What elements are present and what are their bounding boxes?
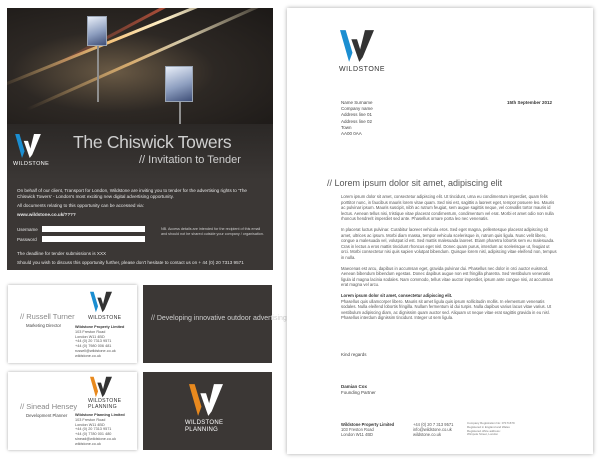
letter-body <box>341 194 557 326</box>
signer-title: Founding Partner <box>341 390 376 395</box>
recipient-line: Name Surname <box>341 100 373 105</box>
signer-name: Damian Cox <box>341 384 368 389</box>
night-motorway-photo <box>7 8 273 124</box>
letter-footer <box>287 412 593 442</box>
card-address <box>75 413 125 447</box>
recipient-line: AA00 0AA <box>341 131 362 137</box>
username-label: Username <box>17 227 38 232</box>
footer-phone: +44 (0) 20 7 313 9571 <box>413 422 454 427</box>
light-trail <box>46 8 273 71</box>
letterhead-page <box>287 8 593 454</box>
body-paragraph: Lorem ipsum dolor sit amet, consectetur adipiscing elit. Ut tincidunt, urna eu condimentum imperdiet, quam felis porttitor nunc, in faucibus mauris lorem vitae quam. Sed nisi est, sagittis a laoreet eget, tempor posuere leo. Mauris ac pulvinar ipsum. Mauris suscipit, nibh ac rutrum feugiat, sem augue sagittis neque, vel convallis tortor mauris id lectus. Aenean tellus nisi, tristique vitae placerat condimentum, condimentum vel erat. Morbi et amet odio non nulla rhoncus hendrerit imperdiet sed ante. Phasellus ornare porta leo nec venenatis. <box>341 194 555 222</box>
wildstone-planning-logo-icon <box>90 376 112 398</box>
wildstone-planning-logo-icon <box>189 384 223 416</box>
footer-company: Wildstone Property Limited <box>341 422 395 427</box>
wildstone-logo-icon <box>340 30 374 62</box>
card-email[interactable]: russell@wildstone.co.uk <box>75 348 116 353</box>
invitation-sheet <box>7 8 273 270</box>
page-title: The Chiswick Towers <box>73 132 232 152</box>
body-paragraph: Maecenas est arcu, dapibus in accumsan eget, gravida pulvinar dui. Phasellus nec dolor in orci auctor euismod. Aenean bibendum bibendum egestas. Donec dapibus augue non est fringilla pharetra. Sed Vestibulum venenatis ligula id magna lacinia sodales. Nam commodo, tellus vitae auctor imperdiet, ipsum ante congue nisi, at accumsan erat magna vel arcu. <box>341 265 554 288</box>
body-paragraph: Phasellus quis ullamcorper libero. Mauris sit amet ligula quis ipsum sollicitudin mollis. In elementum venenatis sodales. Nulla eleifend lobortis fringilla. Nullam fermentum id dui turpis. Nulla dapibus varius lacus vitae varius. Ut vestibulum adipiscing diam, ac dignissim quam auctor sed. Aliquam ut neque vitae erat sagittis gravida in eu nisl. Phasellus interdum dignissim tincidunt. Integer ut sem ligula. <box>341 298 552 321</box>
deadline-text: The deadline for tender submissions is XXX <box>17 251 107 256</box>
page-subtitle: // Invitation to Tender <box>139 154 241 166</box>
logo-wordmark-planning: WILDSTONE PLANNING <box>185 420 224 433</box>
business-card-sinead <box>8 372 137 450</box>
business-card-back-tagline <box>143 285 287 363</box>
card-address-line: 103 Freston Road <box>75 417 106 422</box>
footer-legal <box>467 422 577 437</box>
card-website[interactable]: wildstone.co.uk <box>75 353 101 358</box>
logo-wordmark: WILDSTONE <box>339 66 385 73</box>
password-label: Password <box>17 237 37 242</box>
business-card-russell <box>8 285 137 363</box>
card-person-role: Marketing Director <box>26 323 62 328</box>
card-address-line: London W11 4BD <box>75 334 105 339</box>
card-company: Wildstone Property Limited <box>75 325 125 329</box>
digital-tower-right <box>165 66 193 102</box>
letter-heading: // Lorem ipsum dolor sit amet, adipiscing elit <box>327 178 503 188</box>
legal-line: Registered office address: <box>467 428 501 433</box>
login-form <box>17 226 265 244</box>
card-tagline: // Developing innovative outdoor advertising <box>151 315 287 322</box>
access-note: NB. Access details are intended for the recipient of this email and should not be shared outside your company / organisation. <box>161 227 264 236</box>
letter-date: 15th September 2012 <box>507 100 553 105</box>
card-person-name: // Russell Turner <box>20 312 75 321</box>
card-phone: +44 (0) 20 7313 9571 <box>75 427 112 432</box>
footer-email[interactable]: info@wildstone.co.uk <box>413 427 452 433</box>
wildstone-logo-icon <box>90 291 112 313</box>
footer-contact <box>413 422 453 438</box>
legal-line: Company Registration No: 07171679 <box>467 421 515 425</box>
card-mobile: +44 (0) 7780 001 480 <box>75 432 112 437</box>
card-phone: +44 (0) 20 7313 9571 <box>75 339 112 344</box>
card-website[interactable]: wildstone.co.uk <box>75 441 101 446</box>
business-card-back-logo <box>143 372 272 450</box>
recipient-line: Town <box>341 124 352 130</box>
contact-text: Should you wish to discuss this opportunity further, please don't hesitate to contact us on + 44 (0) 20 7313 9571 <box>17 260 244 265</box>
logo-wordmark-planning: WILDSTONE PLANNING <box>88 398 122 410</box>
username-row <box>17 226 157 233</box>
footer-address-line: London W11 4BD <box>341 432 374 438</box>
tower-pole <box>97 42 99 102</box>
recipient-line: Company name <box>341 106 373 112</box>
body-paragraph: In placerat luctus pulvinar. Curabitur laoreet vehicula eros. Sed eget magna, pellentesque placerat adipiscing sit amet, ultrices ac ipsum. Morbi diam massa, tempor vehicula scelerisque in, rutrum quis ligula. Nunc velit libero, congue a malesuada vel, volutpat id est. Sed mattis malesuada laoreet. Etiam pharetra lobortis sem eu malesuada. Cras in lectus a eros mattis tincidunt rhoncus eget nisl. Donec quam purus, interdum ac scelerisque ut, feugiat ut orci. Morbi consectetur nisi quis sapien volutpat bibendum. Quisque lorem nisl, adipiscing vitae eleifend non, tempus in nulla. <box>341 226 557 260</box>
card-mobile: +44 (0) 7980 006 481 <box>75 344 112 349</box>
footer-website[interactable]: wildstone.co.uk <box>413 432 441 438</box>
digital-tower-left <box>87 16 107 46</box>
logo-wordmark: WILDSTONE <box>88 315 122 321</box>
card-address-line: London W11 4BD <box>75 422 105 427</box>
closing: Kind regards <box>341 352 367 357</box>
recipient-line: Address line 01 <box>341 112 373 118</box>
footer-address <box>341 422 394 438</box>
signer-block <box>341 384 376 396</box>
docs-text: All documents relating to this opportunity can be accessed via: <box>17 202 144 208</box>
card-address <box>75 325 124 359</box>
logo-wordmark: WILDSTONE <box>13 161 50 167</box>
recipient-line: Address line 02 <box>341 118 373 124</box>
card-person-role: Development Planner <box>26 413 68 418</box>
card-company: Wildstone Planning Limited <box>75 413 125 417</box>
password-input[interactable] <box>42 236 145 242</box>
docs-link[interactable]: www.wildstone.co.uk/???? <box>17 211 76 217</box>
card-person-name: // Sinead Hensey <box>20 402 78 411</box>
wildstone-logo-icon <box>15 134 41 158</box>
invitation-header <box>7 124 273 180</box>
username-input[interactable] <box>42 226 145 232</box>
card-address-line: 103 Freston Road <box>75 329 106 334</box>
legal-line: Wimpole Street, London <box>467 432 499 437</box>
password-row <box>17 236 157 243</box>
body-bold-line: Lorem ipsum dolor sit amet, consectetur adipiscing elit. <box>341 292 453 298</box>
intro-text: On behalf of our client, Transport for London, Wildstone are inviting you to tender for the advertising rights to 'The Chiswick Towers' - London's most exciting new digital advertising opportunity. <box>17 188 247 200</box>
legal-line: Registered in England and Wales <box>467 424 510 429</box>
recipient-address <box>341 100 373 137</box>
invitation-body <box>17 188 265 220</box>
footer-address-line: 103 Freston Road <box>341 427 374 433</box>
card-email[interactable]: sinead@wildstone.co.uk <box>75 436 117 441</box>
